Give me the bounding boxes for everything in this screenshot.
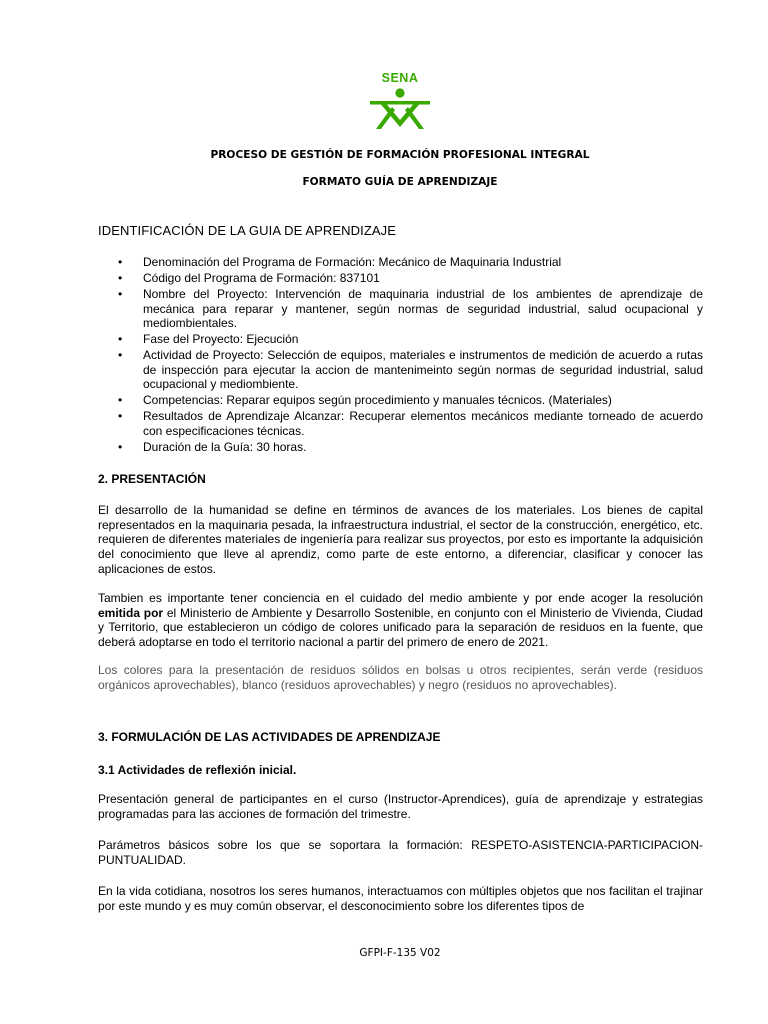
identification-heading: IDENTIFICACIÓN DE LA GUIA DE APRENDIZAJE [98,223,397,238]
presentation-paragraph-1: El desarrollo de la humanidad se define en términos de avances de los materiales. Los bienes de capital representados en la maquinaria pesada, la infraestructura industrial, el sector de la construcción, energético, etc. requieren de diferentes materiales de ingeniería para realizar sus proyectos, por esto es importante la adquisición del conocimiento que lleve al aprendiz, como parte de este entorno, a diferenciar, clasificar y conocer las aplicaciones de estos. [98,503,703,576]
list-item [98,271,703,286]
bullet-icon: • [118,409,123,424]
bullet-icon: • [118,286,123,301]
paragraph-text: Tambien es importante tener conciencia en el cuidado del medio ambiente y por ende acoger la resolución [98,591,703,605]
list-item-text: Denominación del Programa de Formación: Mecánico de Maquinaria Industrial [143,255,562,269]
bullet-icon: • [118,255,123,269]
list-item [98,348,703,392]
formulation-paragraph-2: Parámetros básicos sobre los que se soportara la formación: RESPETO-ASISTENCIA-PARTICIPACION-PUNTUALIDAD. [98,838,703,867]
list-item-text: Resultados de Aprendizaje Alcanzar: Recuperar elementos mecánicos mediante torneado de acuerdo con especificaciones técnicas. [143,409,703,438]
list-item [98,332,703,347]
format-title: FORMATO GUÍA DE APRENDIZAJE [302,176,498,188]
footer-code: GFPI-F-135 V02 [359,947,441,959]
list-item-text: Código del Programa de Formación: 837101 [143,270,380,285]
list-item [98,287,703,331]
identification-list [98,255,703,456]
formulation-paragraph-1: Presentación general de participantes en el curso (Instructor-Aprendices), guía de aprendizaje y estrategias programadas para las acciones de formación del trimestre. [98,792,703,821]
list-item [98,409,703,438]
formulation-paragraph-3: En la vida cotidiana, nosotros los seres humanos, interactuamos con múltiples objetos que nos facilitan el trajinar por este mundo y es muy común observar, el desconocimiento sobre los diferentes tipos de [98,884,703,913]
paragraph-bold-text: emitida por [98,605,164,620]
bullet-icon: • [118,270,123,285]
paragraph-text: el Ministerio de Ambiente y Desarrollo Sostenible, en conjunto con el Ministerio de Vivienda, Ciudad y Territorio, que establecieron un código de colores unificado para la separación de residuos en la fuente, que deberá adoptarse en todo el territorio nacional a partir del primero de enero de 2021. [98,605,703,650]
bullet-icon: • [118,439,123,454]
list-item [98,255,703,270]
formulation-heading: 3. FORMULACIÓN DE LAS ACTIVIDADES DE APRENDIZAJE [98,730,441,744]
presentation-paragraph-3: Los colores para la presentación de residuos sólidos en bolsas u otros recipientes, serán verde (residuos orgánicos aprovechables), blanco (residuos aprovechables) y negro (residuos no aprovechables). [98,663,703,692]
sena-logo-icon [368,85,432,131]
sena-logo [362,72,438,134]
list-item-text: Actividad de Proyecto: Selección de equipos, materiales e instrumentos de medición de acuerdo a rutas de inspección para ejecutar la accion de mantenimeinto según normas de seguridad industrial, salud ocupacional y mediombiente. [143,348,703,392]
bullet-icon: • [118,393,123,408]
list-item-text: Fase del Proyecto: Ejecución [143,332,299,347]
list-item [98,393,703,408]
bullet-icon: • [118,348,123,363]
presentation-heading: 2. PRESENTACIÓN [98,472,206,486]
logo-text: SENA [381,71,419,85]
list-item-text: Competencias: Reparar equipos según procedimiento y manuales técnicos. (Materiales) [143,393,612,408]
bullet-icon: • [118,332,123,347]
reflection-subheading: 3.1 Actividades de reflexión inicial. [98,763,297,777]
list-item [98,440,703,455]
process-title: PROCESO DE GESTIÓN DE FORMACIÓN PROFESIONAL INTEGRAL [210,149,590,161]
presentation-paragraph-2 [98,591,703,650]
list-item-text: Duración de la Guía: 30 horas. [143,439,307,454]
list-item-text: Nombre del Proyecto: Intervención de maquinaria industrial de los ambientes de aprendizaje de mecánica para reparar y mantener, según normas de seguridad industrial, salud ocupacional y mediombientales. [143,286,703,331]
